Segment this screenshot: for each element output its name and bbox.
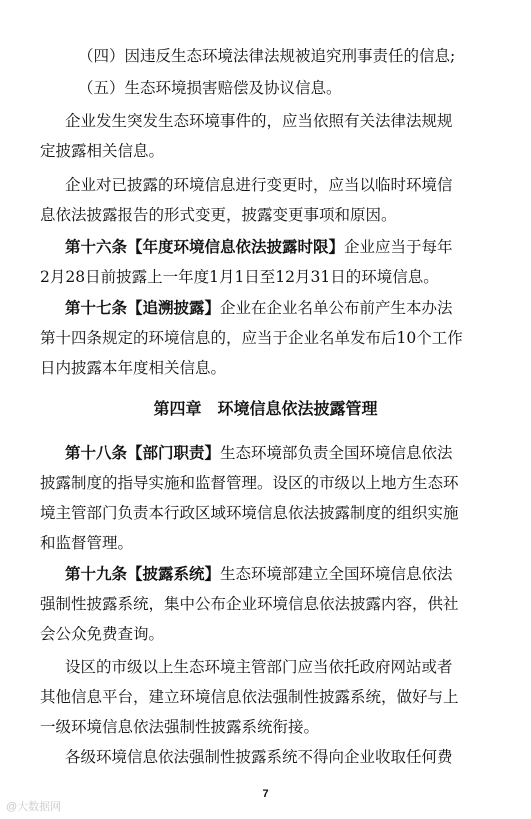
article-18-text: 生态环境部负责全国环境信息依法: [220, 444, 453, 462]
article-17-text: 企业在企业名单公布前产生本办法: [220, 299, 453, 317]
paragraph-line: 一级环境信息依法强制性披露系统衔接。: [40, 718, 320, 736]
page-number: 7: [262, 788, 269, 800]
chapter-heading: 第四章 环境信息依法披露管理: [153, 399, 378, 418]
article-18-title: 第十八条【部门职责】: [65, 444, 221, 462]
article-17-title: 第十七条【追溯披露】: [65, 299, 221, 317]
paragraph-line: 企业对已披露的环境信息进行变更时，应当以临时环境信: [65, 176, 453, 194]
paragraph-line: 各级环境信息依法强制性披露系统不得向企业收取任何费: [65, 748, 453, 766]
paragraph-line: 强制性披露系统，集中公布企业环境信息依法披露内容，供社: [40, 595, 459, 613]
article-16-title: 第十六条【年度环境信息依法披露时限】: [65, 238, 345, 256]
clause-item-4: （四）因违反生态环境法律法规被追究刑事责任的信息;: [78, 47, 456, 65]
clause-item-5: （五）生态环境损害赔偿及协议信息。: [78, 79, 342, 97]
paragraph-line: 日内披露本年度相关信息。: [40, 359, 227, 377]
paragraph-line: 定披露相关信息。: [40, 142, 165, 160]
paragraph-line: 其他信息平台，建立环境信息依法强制性披露系统，做好与上: [40, 688, 459, 706]
paragraph-line: 2月28日前披露上一年度1月1日至12月31日的环境信息。: [40, 268, 439, 286]
paragraph-line: 息依法披露报告的形式变更，披露变更事项和原因。: [40, 206, 397, 224]
paragraph-line: 和监督管理。: [40, 534, 134, 552]
article-16-text: 企业应当于每年: [344, 238, 453, 256]
paragraph-line: 第十四条规定的环境信息的，应当于企业名单发布后10个工作: [40, 329, 463, 347]
watermark-logo: @大数据网: [6, 801, 62, 813]
article-16-line: [65, 237, 453, 257]
article-19-title: 第十九条【披露系统】: [65, 565, 221, 583]
article-17-line: [65, 298, 453, 318]
paragraph-line: 境主管部门负责本行政区域环境信息依法披露制度的组织实施: [40, 504, 459, 522]
paragraph-line: 会公众免费查询。: [40, 625, 165, 643]
article-19-line: [65, 564, 453, 584]
article-18-line: [65, 443, 453, 463]
paragraph-line: 披露制度的指导实施和监督管理。设区的市级以上地方生态环: [40, 474, 459, 492]
paragraph-line: 设区的市级以上生态环境主管部门应当依托政府网站或者: [65, 658, 453, 676]
article-19-text: 生态环境部建立全国环境信息依法: [220, 565, 453, 583]
paragraph-line: 企业发生突发生态环境事件的，应当依照有关法律法规规: [65, 112, 453, 130]
